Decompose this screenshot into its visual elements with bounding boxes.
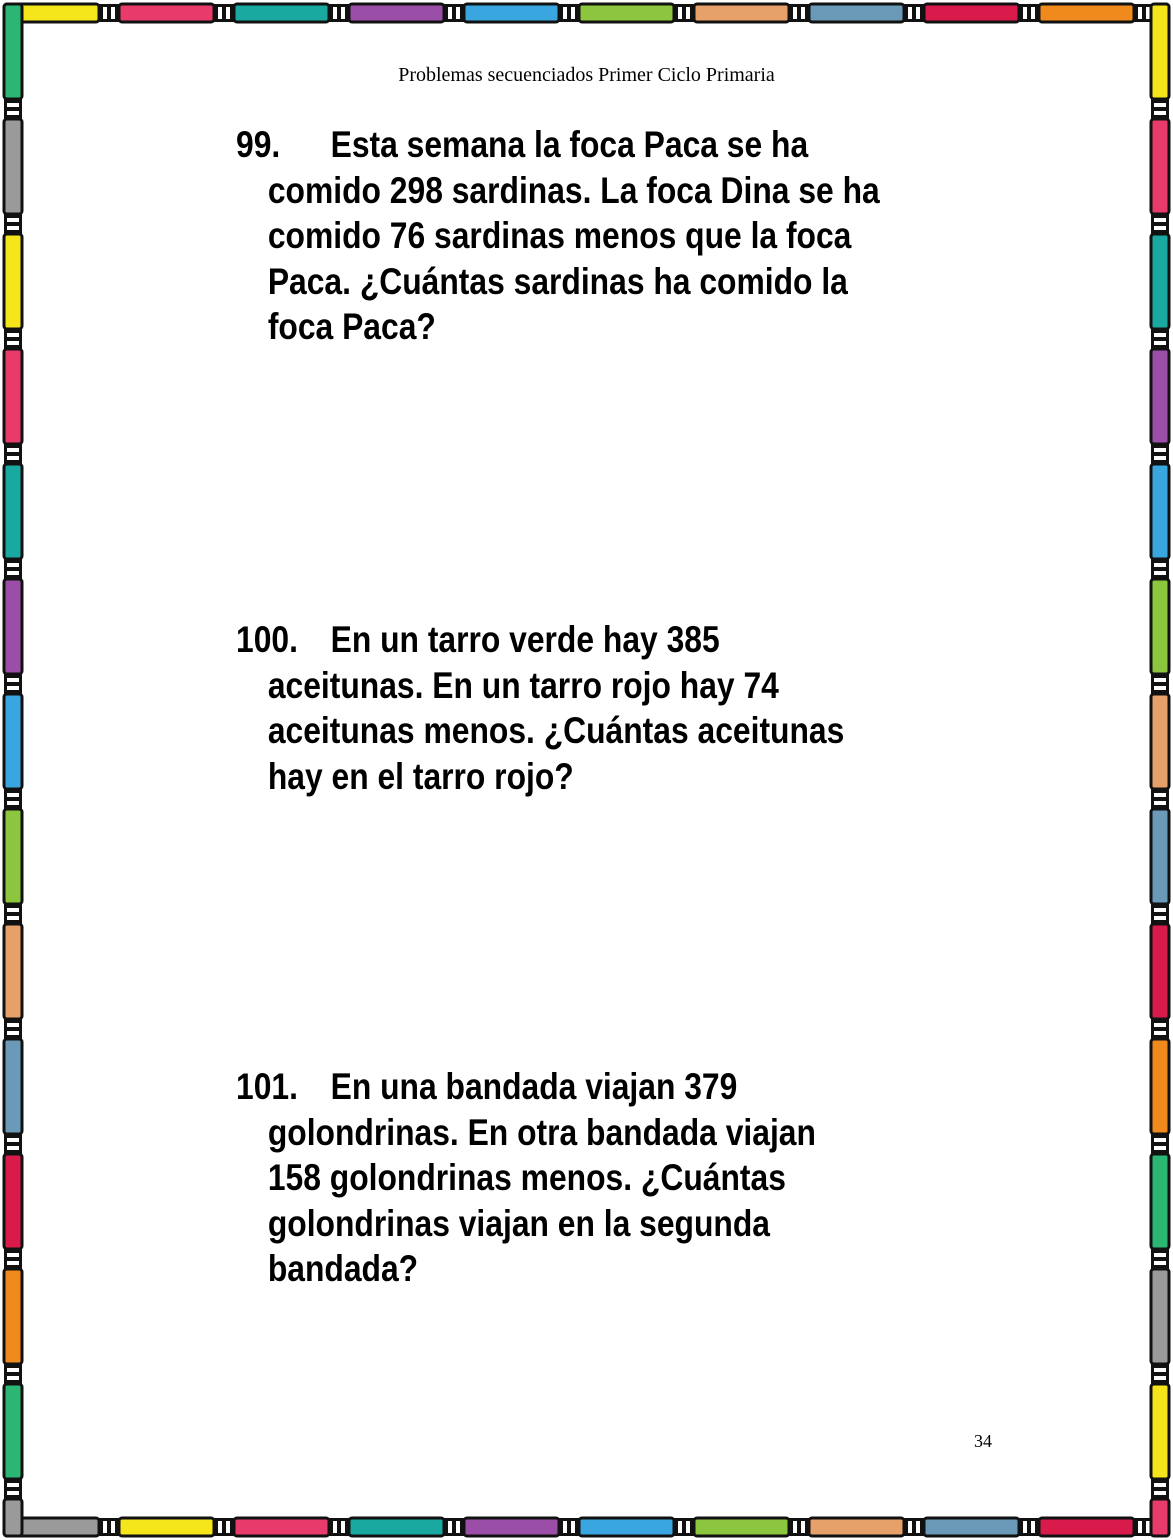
border-notch [559, 1518, 579, 1536]
border-notch [444, 1518, 464, 1536]
problem-line: comido 298 sardinas. La foca Dina se ha [267, 169, 880, 211]
border-notch [1151, 1249, 1169, 1269]
border-notch [1151, 1134, 1169, 1154]
border-segment [349, 4, 444, 22]
border-notch [99, 4, 119, 22]
problem-line [236, 122, 855, 168]
border-segment [1151, 349, 1169, 444]
border-segment [1151, 809, 1169, 904]
border-segment [4, 464, 22, 559]
border-segment [4, 1384, 22, 1479]
border-notch [4, 1249, 22, 1269]
border-notch [789, 4, 809, 22]
border-notch [4, 789, 22, 809]
border-notch [4, 214, 22, 234]
problem-line: golondrinas viajan en la segunda [267, 1202, 770, 1244]
border-notch [1151, 99, 1169, 119]
border-segment [1151, 924, 1169, 1019]
border-segment [464, 1518, 559, 1536]
problem-line: golondrinas. En otra bandada viajan [267, 1111, 816, 1153]
border-notch [1151, 1479, 1169, 1499]
border-notch [559, 4, 579, 22]
problem-line: Paca. ¿Cuántas sardinas ha comido la [267, 260, 848, 302]
border-segment [1151, 694, 1169, 789]
border-notch [1151, 559, 1169, 579]
problem-101 [236, 1064, 855, 1292]
border-segment [4, 234, 22, 329]
border-segment [4, 924, 22, 1019]
border-segment [4, 579, 22, 674]
border-segment [1039, 4, 1134, 22]
border-notch [1151, 329, 1169, 349]
border-segment [1151, 1039, 1169, 1134]
border-notch [4, 1364, 22, 1384]
border-segment [234, 4, 329, 22]
border-segment [694, 4, 789, 22]
problem-line [236, 1064, 855, 1110]
border-segment [4, 694, 22, 789]
border-notch [214, 1518, 234, 1536]
border-segment [234, 1518, 329, 1536]
problem-text: En una bandada viajan 379 [330, 1066, 738, 1107]
problem-text: Esta semana la foca Paca se ha [330, 124, 809, 165]
border-segment [1039, 1518, 1134, 1536]
problem-100 [236, 617, 855, 799]
border-segment [349, 1518, 444, 1536]
border-segment [1151, 1269, 1169, 1364]
problem-line: foca Paca? [267, 306, 436, 347]
border-segment [579, 1518, 674, 1536]
border-segment [809, 1518, 904, 1536]
border-notch [1151, 444, 1169, 464]
border-segment [694, 1518, 789, 1536]
border-segment [924, 1518, 1019, 1536]
problem-line: aceitunas. En un tarro rojo hay 74 [267, 664, 779, 706]
border-segment [119, 1518, 214, 1536]
problem-line: bandada? [267, 1248, 419, 1289]
border-notch [1151, 674, 1169, 694]
border-segment [4, 349, 22, 444]
border-notch [674, 1518, 694, 1536]
border-notch [4, 1019, 22, 1039]
border-segment [1151, 1384, 1169, 1479]
problem-number: 99. [236, 124, 281, 165]
problem-line: comido 76 sardinas menos que la foca [267, 215, 852, 256]
problem-line: aceitunas menos. ¿Cuántas aceitunas [267, 710, 845, 751]
problem-line [236, 617, 855, 663]
border-notch [4, 1479, 22, 1499]
problem-line: hay en el tarro rojo? [267, 755, 574, 797]
problem-99 [236, 122, 880, 350]
border-notch [329, 4, 349, 22]
border-segment [1151, 1154, 1169, 1249]
border-segment [119, 4, 214, 22]
border-segment [1151, 234, 1169, 329]
border-segment [1151, 119, 1169, 214]
problem-number: 101. [236, 1066, 298, 1107]
border-notch [1151, 904, 1169, 924]
border-notch [99, 1518, 119, 1536]
border-notch [904, 4, 924, 22]
border-notch [4, 559, 22, 579]
border-notch [1019, 1518, 1039, 1536]
border-notch [904, 1518, 924, 1536]
border-notch [329, 1518, 349, 1536]
border-notch [4, 444, 22, 464]
border-notch [1151, 789, 1169, 809]
border-segment [464, 4, 559, 22]
border-segment [4, 1499, 22, 1536]
header-title: Problemas secuenciados Primer Ciclo Primaria [398, 64, 775, 86]
border-segment [4, 1039, 22, 1134]
problem-line: 158 golondrinas menos. ¿Cuántas [267, 1157, 786, 1198]
problem-number: 100. [236, 619, 298, 660]
border-notch [214, 4, 234, 22]
border-segment [4, 1269, 22, 1364]
border-notch [1019, 4, 1039, 22]
border-notch [1151, 1019, 1169, 1039]
page-header [0, 64, 1173, 87]
border-segment [4, 809, 22, 904]
border-notch [789, 1518, 809, 1536]
border-segment [1151, 464, 1169, 559]
border-segment [4, 119, 22, 214]
border-notch [1151, 214, 1169, 234]
border-segment [1151, 1499, 1169, 1536]
border-segment [809, 4, 904, 22]
border-notch [674, 4, 694, 22]
border-notch [4, 674, 22, 694]
border-notch [1151, 1364, 1169, 1384]
border-segment [1151, 579, 1169, 674]
border-notch [4, 99, 22, 119]
border-notch [4, 904, 22, 924]
border-segment [4, 1154, 22, 1249]
problem-text: En un tarro verde hay 385 [330, 619, 720, 660]
border-notch [4, 329, 22, 349]
border-segment [579, 4, 674, 22]
page-number: 34 [974, 1431, 992, 1451]
border-segment [924, 4, 1019, 22]
border-notch [444, 4, 464, 22]
border-notch [4, 1134, 22, 1154]
